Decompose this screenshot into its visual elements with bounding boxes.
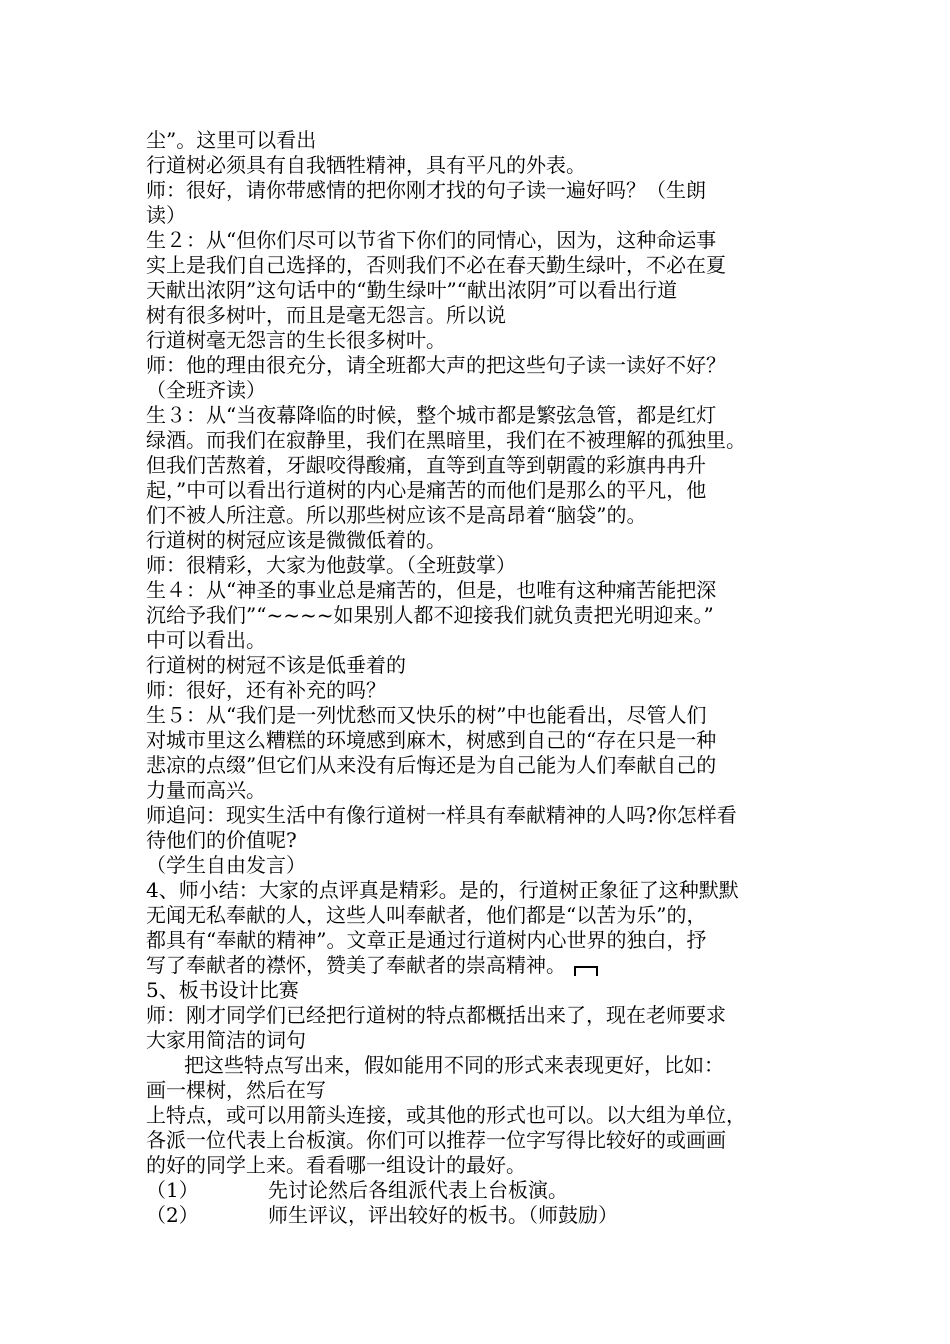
text-line: 4、师小结：大家的点评真是精彩。是的，行道树正象征了这种默默	[146, 878, 739, 902]
text-line: 尘”。这里可以看出	[146, 128, 317, 152]
text-line: 绿酒。而我们在寂静里，我们在黑暗里，我们在不被理解的孤独里。	[146, 428, 746, 452]
text-line-with-mark	[146, 953, 816, 978]
text-line: 行道树必须具有自我牺牲精神，具有平凡的外表。	[146, 153, 586, 177]
text-line: 的好的同学上来。看看哪一组设计的最好。	[146, 1153, 526, 1177]
text-line: 无闻无私奉献的人，这些人叫奉献者，他们都是“以苦为乐”的，	[146, 903, 707, 927]
list-item-number: （2）	[146, 1203, 199, 1227]
text-line: 起，”中可以看出行道树的内心是痛苦的而他们是那么的平凡，他	[146, 478, 707, 502]
document-body	[146, 128, 816, 1228]
text-line: 生５：从“我们是一列忧愁而又快乐的树”中也能看出，尽管人们	[146, 703, 707, 727]
text-line: 上特点，或可以用箭头连接，或其他的形式也可以。以大组为单位，	[146, 1103, 746, 1127]
text-line: 师：很好，请你带感情的把你刚才找的句子读一遍好吗？（生朗	[146, 178, 706, 202]
text-line: 都具有“奉献的精神”。文章正是通过行道树内心世界的独白，抒	[146, 928, 707, 952]
text-line: 树有很多树叶，而且是毫无怨言。所以说	[146, 303, 506, 327]
text-line: 生２：从“但你们尽可以节省下你们的同情心，因为，这种命运事	[146, 228, 717, 252]
text-line: 实上是我们自己选择的，否则我们不必在春天勤生绿叶，不必在夏	[146, 253, 726, 277]
text-line: 生３：从“当夜幕降临的时候，整个城市都是繁弦急管，都是红灯	[146, 403, 717, 427]
text-line: 5、板书设计比赛	[146, 978, 299, 1002]
list-item	[146, 1178, 816, 1203]
list-item-text: 先讨论然后各组派代表上台板演。	[268, 1178, 568, 1202]
text-line: 行道树的树冠不该是低垂着的	[146, 653, 406, 677]
text-line-indented: 把这些特点写出来，假如能用不同的形式来表现更好，比如：	[184, 1053, 724, 1077]
text-line: 力量而高兴。	[146, 778, 266, 802]
text-line: 对城市里这么糟糕的环境感到麻木，树感到自己的“存在只是一种	[146, 728, 717, 752]
text-line: （学生自由发言）	[146, 853, 306, 877]
text-line: 行道树毫无怨言的生长很多树叶。	[146, 328, 446, 352]
text-line: 们不被人所注意。所以那些树应该不是高昂着“脑袋”的。	[146, 503, 647, 527]
text-line: （全班齐读）	[146, 378, 266, 402]
text-line: 悲凉的点缀”但它们从来没有后悔还是为自己能为人们奉献自己的	[146, 753, 717, 777]
text-line: 生４：从“神圣的事业总是痛苦的，但是，也唯有这种痛苦能把深	[146, 578, 717, 602]
text-line: 写了奉献者的襟怀，赞美了奉献者的崇高精神。	[146, 953, 566, 977]
list-item-number: （1）	[146, 1178, 199, 1202]
text-line: 师追问：现实生活中有像行道树一样具有奉献精神的人吗?你怎样看	[146, 803, 737, 827]
list-item-text: 师生评议，评出较好的板书。（师鼓励）	[268, 1203, 618, 1227]
text-line: 沉给予我们”“~~~~如果别人都不迎接我们就负责把光明迎来。”	[146, 603, 714, 627]
text-line: 画一棵树，然后在写	[146, 1078, 326, 1102]
bracket-mark-icon	[574, 966, 598, 976]
text-line: 师：很好，还有补充的吗？	[146, 678, 386, 702]
text-line: 天献出浓阴”这句话中的“勤生绿叶”“献出浓阴”可以看出行道	[146, 278, 678, 302]
text-line: 各派一位代表上台板演。你们可以推荐一位字写得比较好的或画画	[146, 1128, 726, 1152]
text-line: 师：刚才同学们已经把行道树的特点都概括出来了，现在老师要求	[146, 1003, 726, 1027]
list-item	[146, 1203, 816, 1228]
text-line: 中可以看出。	[146, 628, 266, 652]
text-line: 行道树的树冠应该是微微低着的。	[146, 528, 446, 552]
text-line: 师：他的理由很充分，请全班都大声的把这些句子读一读好不好？	[146, 353, 726, 377]
text-line: 读）	[146, 203, 186, 227]
text-line: 但我们苦熬着，牙龈咬得酸痛，直等到直等到朝霞的彩旗冉冉升	[146, 453, 706, 477]
text-line: 师：很精彩，大家为他鼓掌。（全班鼓掌）	[146, 553, 516, 577]
text-line: 待他们的价值呢?	[146, 828, 297, 852]
text-line: 大家用简洁的词句	[146, 1028, 306, 1052]
